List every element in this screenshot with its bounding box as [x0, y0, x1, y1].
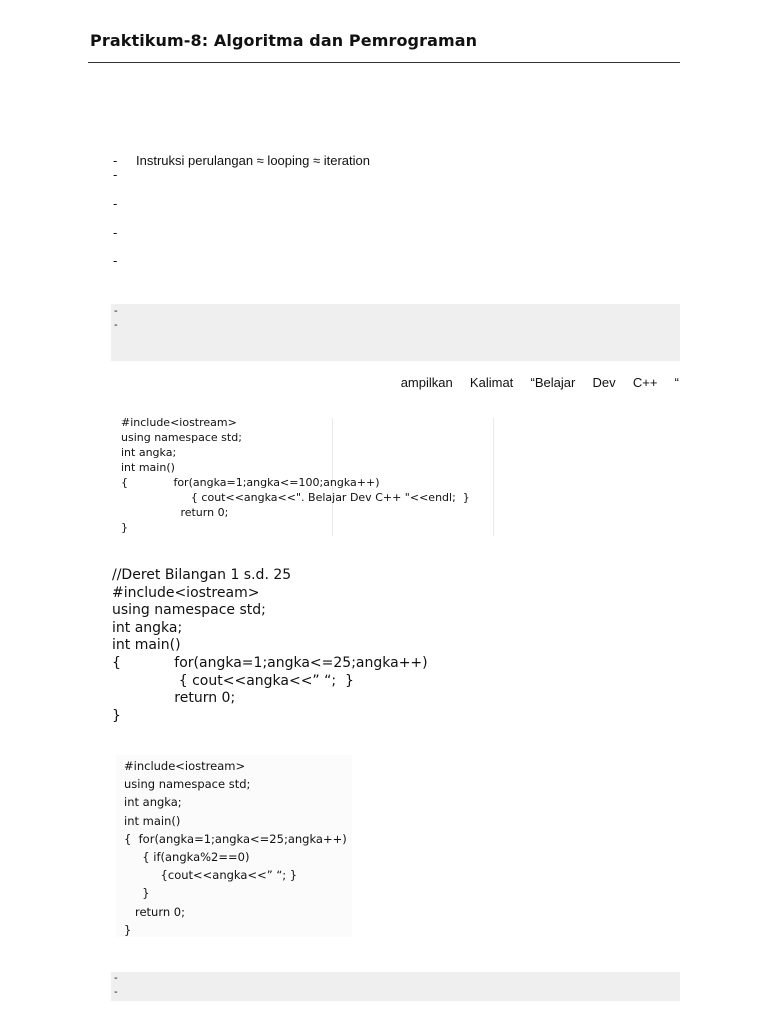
gray-block-dash: - [114, 972, 118, 984]
code-line: using namespace std; [112, 602, 266, 619]
code-line: {cout<<angka<<” “; } [124, 868, 298, 883]
gray-block-dash: - [114, 986, 118, 998]
code-line: int angka; [121, 446, 177, 459]
code-line: int main() [121, 461, 175, 474]
code-line: using namespace std; [121, 431, 242, 444]
code-line: int main() [124, 813, 181, 828]
gray-block-dash: - [114, 319, 118, 331]
code-line: #include<iostream> [121, 416, 237, 429]
gray-block-dash: - [114, 305, 118, 317]
code-line: int main() [112, 637, 181, 654]
bullet-text: Instruksi perulangan ≈ looping ≈ iteration [136, 153, 370, 168]
code-line: return 0; [124, 904, 185, 919]
gray-block [111, 972, 680, 1001]
code-line: } [124, 886, 150, 901]
code-line: { for(angka=1;angka<=25;angka++) [112, 654, 428, 671]
bullet-dash: - [113, 253, 118, 268]
code-line: #include<iostream> [124, 759, 246, 773]
code-block-3 [124, 757, 347, 939]
bullet-dash: - [113, 153, 118, 168]
header-divider [88, 62, 680, 63]
bullet-dash: - [113, 196, 118, 211]
code-line: int angka; [112, 619, 183, 636]
code-block-2 [112, 567, 428, 725]
code-line: { cout<<angka<<” “; } [112, 672, 354, 689]
page-header-title: Praktikum-8: Algoritma dan Pemrograman [90, 31, 478, 50]
code-comment: //Deret Bilangan 1 s.d. 25 [112, 567, 292, 583]
code-line: } [121, 521, 128, 534]
code-line: { cout<<angka<<". Belajar Dev C++ "<<endl; } [121, 491, 470, 504]
code-line: } [112, 707, 121, 724]
bullet-dash: - [113, 225, 118, 240]
code-line: int angka; [124, 795, 182, 810]
code-line: using namespace std; [124, 777, 251, 792]
image-border [493, 418, 494, 536]
code-line: return 0; [112, 690, 236, 707]
gray-block [111, 304, 680, 361]
instruction-line: ampilkan Kalimat “Belajar Dev C++ “ [400, 375, 679, 390]
code-line: { for(angka=1;angka<=25;angka++) [124, 831, 347, 846]
code-line: #include<iostream> [112, 584, 260, 601]
bullet-dash: - [113, 167, 118, 182]
code-line: { for(angka=1;angka<=100;angka++) [121, 476, 380, 489]
code-line: return 0; [121, 506, 229, 519]
code-block-1 [121, 415, 470, 535]
code-line: } [124, 922, 132, 937]
code-line: { if(angka%2==0) [124, 850, 250, 865]
